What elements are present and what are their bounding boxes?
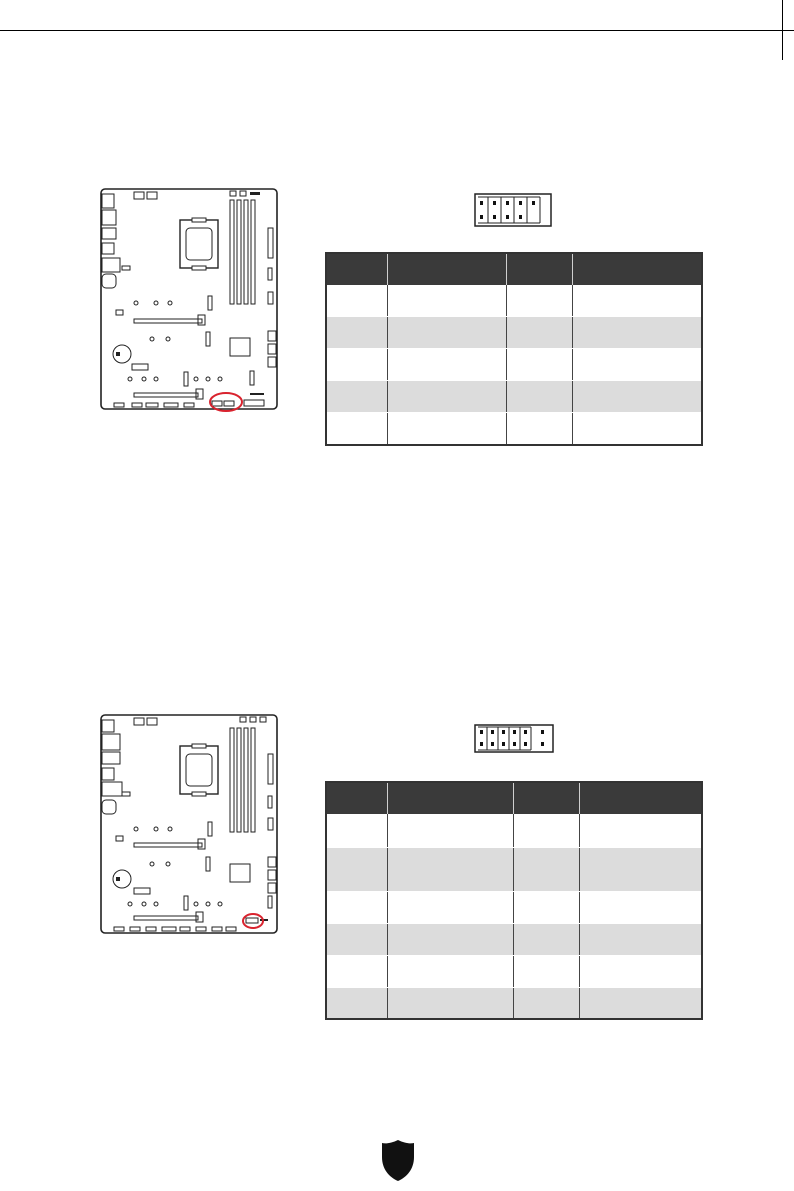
pin-header-1 xyxy=(474,193,552,227)
motherboard-diagram-icon xyxy=(100,188,278,412)
table-cell xyxy=(388,987,514,1019)
table-cell xyxy=(506,285,573,317)
motherboard-diagram-icon xyxy=(100,714,278,936)
table-cell xyxy=(388,847,514,891)
header-cell xyxy=(506,253,573,285)
table-row xyxy=(326,847,702,891)
table-cell xyxy=(326,891,388,923)
table-cell xyxy=(580,814,702,847)
table-cell xyxy=(326,413,388,446)
table-cell xyxy=(506,413,573,446)
table-row xyxy=(326,381,702,413)
table-cell xyxy=(580,923,702,955)
table-cell xyxy=(580,987,702,1019)
table-row xyxy=(326,349,702,381)
table-row xyxy=(326,891,702,923)
table-cell xyxy=(388,923,514,955)
page-cut-line xyxy=(0,0,794,60)
table-cell xyxy=(326,847,388,891)
table-cell xyxy=(326,814,388,847)
table-cell xyxy=(514,814,580,847)
table-row xyxy=(326,955,702,987)
table-cell xyxy=(388,814,514,847)
header-cell xyxy=(326,253,388,285)
table-cell xyxy=(514,955,580,987)
pin-header-2 xyxy=(474,724,554,753)
header-cell xyxy=(326,782,388,814)
table-cell xyxy=(326,317,388,349)
table-cell xyxy=(506,381,573,413)
table-cell xyxy=(573,317,702,349)
header-cell xyxy=(514,782,580,814)
table-cell xyxy=(388,955,514,987)
pin-definition-table-2 xyxy=(325,781,703,1020)
table-cell xyxy=(573,285,702,317)
table-row xyxy=(326,987,702,1019)
pin-header-icon xyxy=(474,193,552,227)
table-cell xyxy=(326,987,388,1019)
table-cell xyxy=(573,413,702,446)
header-cell xyxy=(388,782,514,814)
table-cell xyxy=(326,381,388,413)
table-cell xyxy=(506,349,573,381)
table-row xyxy=(326,413,702,446)
pin-header-icon xyxy=(474,724,554,753)
table-cell xyxy=(388,891,514,923)
table-cell xyxy=(580,955,702,987)
table-cell xyxy=(506,317,573,349)
motherboard-diagram-2 xyxy=(100,714,278,936)
table-cell xyxy=(326,955,388,987)
header-cell xyxy=(573,253,702,285)
table-cell xyxy=(326,923,388,955)
motherboard-diagram-1 xyxy=(100,188,278,412)
table-cell xyxy=(388,317,506,349)
table-cell xyxy=(573,349,702,381)
table-cell xyxy=(580,847,702,891)
table-row xyxy=(326,317,702,349)
table-cell xyxy=(580,891,702,923)
table-cell xyxy=(388,413,506,446)
table-cell xyxy=(388,381,506,413)
header-cell xyxy=(388,253,506,285)
table-cell xyxy=(514,891,580,923)
msi-shield-logo-icon xyxy=(381,1139,415,1182)
table-cell xyxy=(326,349,388,381)
table-cell xyxy=(514,847,580,891)
table-cell xyxy=(388,285,506,317)
table-cell xyxy=(326,285,388,317)
header-cell xyxy=(580,782,702,814)
table-row xyxy=(326,814,702,847)
table-cell xyxy=(514,923,580,955)
table-row xyxy=(326,923,702,955)
table-cell xyxy=(573,381,702,413)
pin-definition-table-1 xyxy=(325,252,703,446)
table-header-row xyxy=(326,782,702,814)
table-row xyxy=(326,285,702,317)
table-cell xyxy=(388,349,506,381)
table-header-row xyxy=(326,253,702,285)
table-cell xyxy=(514,987,580,1019)
